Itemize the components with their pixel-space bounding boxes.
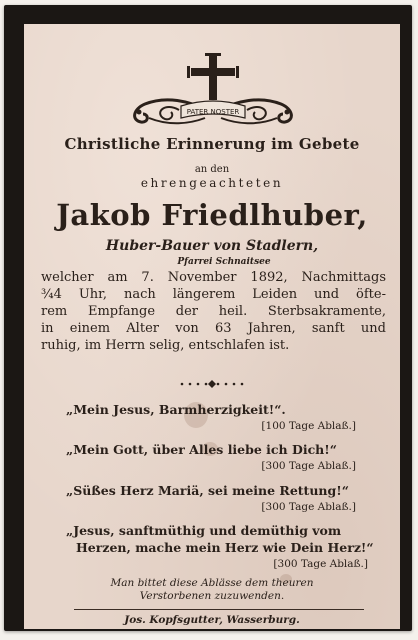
deceased-title: Huber-Bauer von Stadlern, bbox=[105, 238, 319, 254]
card-title: Christliche Erinnerung im Gebete bbox=[64, 135, 360, 153]
cross-with-scroll-icon bbox=[119, 52, 309, 134]
preposition-text: an den bbox=[194, 164, 230, 175]
obituary-line: welcher am 7. November 1892, Nachmittags bbox=[41, 270, 386, 285]
printer-credit: Jos. Kopfsgutter, Wasserburg. bbox=[124, 614, 300, 626]
prayer-line: „Süßes Herz Mariä, sei meine Rettung!“ bbox=[66, 483, 349, 498]
prayer-line: „Mein Gott, über Alles liebe ich Dich!“ bbox=[66, 442, 337, 457]
ornamental-divider bbox=[177, 380, 247, 388]
obituary-line: ruhig, im Herrn selig, entschlafen ist. bbox=[41, 338, 290, 353]
obituary-line: rem Empfange der heil. Sterbsakramente, bbox=[41, 304, 386, 319]
footnote-line: Verstorbenen zuzuwenden. bbox=[139, 590, 285, 602]
prayer-line: „Jesus, sanftmüthig und demüthig vom bbox=[66, 523, 342, 538]
prayer-line: Herzen, mache mein Herz wie Dein Herz!“ bbox=[76, 540, 374, 555]
obituary-line: ¾4 Uhr, nach längerem Leiden und öfte- bbox=[41, 287, 386, 302]
card-paper bbox=[24, 24, 400, 629]
honorific-text: ehrengeachteten bbox=[140, 176, 284, 190]
indulgence-label: [300 Tage Ablaß.] bbox=[261, 501, 356, 513]
indulgence-label: [300 Tage Ablaß.] bbox=[273, 558, 368, 570]
footnote-line: Man bittet diese Ablässe dem theuren bbox=[110, 577, 314, 589]
obituary-line: in einem Alter von 63 Jahren, sanft und bbox=[41, 321, 386, 336]
memorial-card bbox=[4, 5, 412, 631]
indulgence-label: [300 Tage Ablaß.] bbox=[261, 460, 356, 472]
banner-text: PATER NOSTER bbox=[186, 108, 240, 116]
prayer-line: „Mein Jesus, Barmherzigkeit!“. bbox=[66, 402, 286, 417]
parish-text: Pfarrei Schnaitsee bbox=[177, 257, 271, 267]
footer-rule bbox=[74, 609, 364, 610]
obituary-text bbox=[41, 269, 386, 354]
deceased-name: Jakob Friedlhuber, bbox=[56, 198, 368, 232]
indulgence-label: [100 Tage Ablaß.] bbox=[261, 420, 356, 432]
